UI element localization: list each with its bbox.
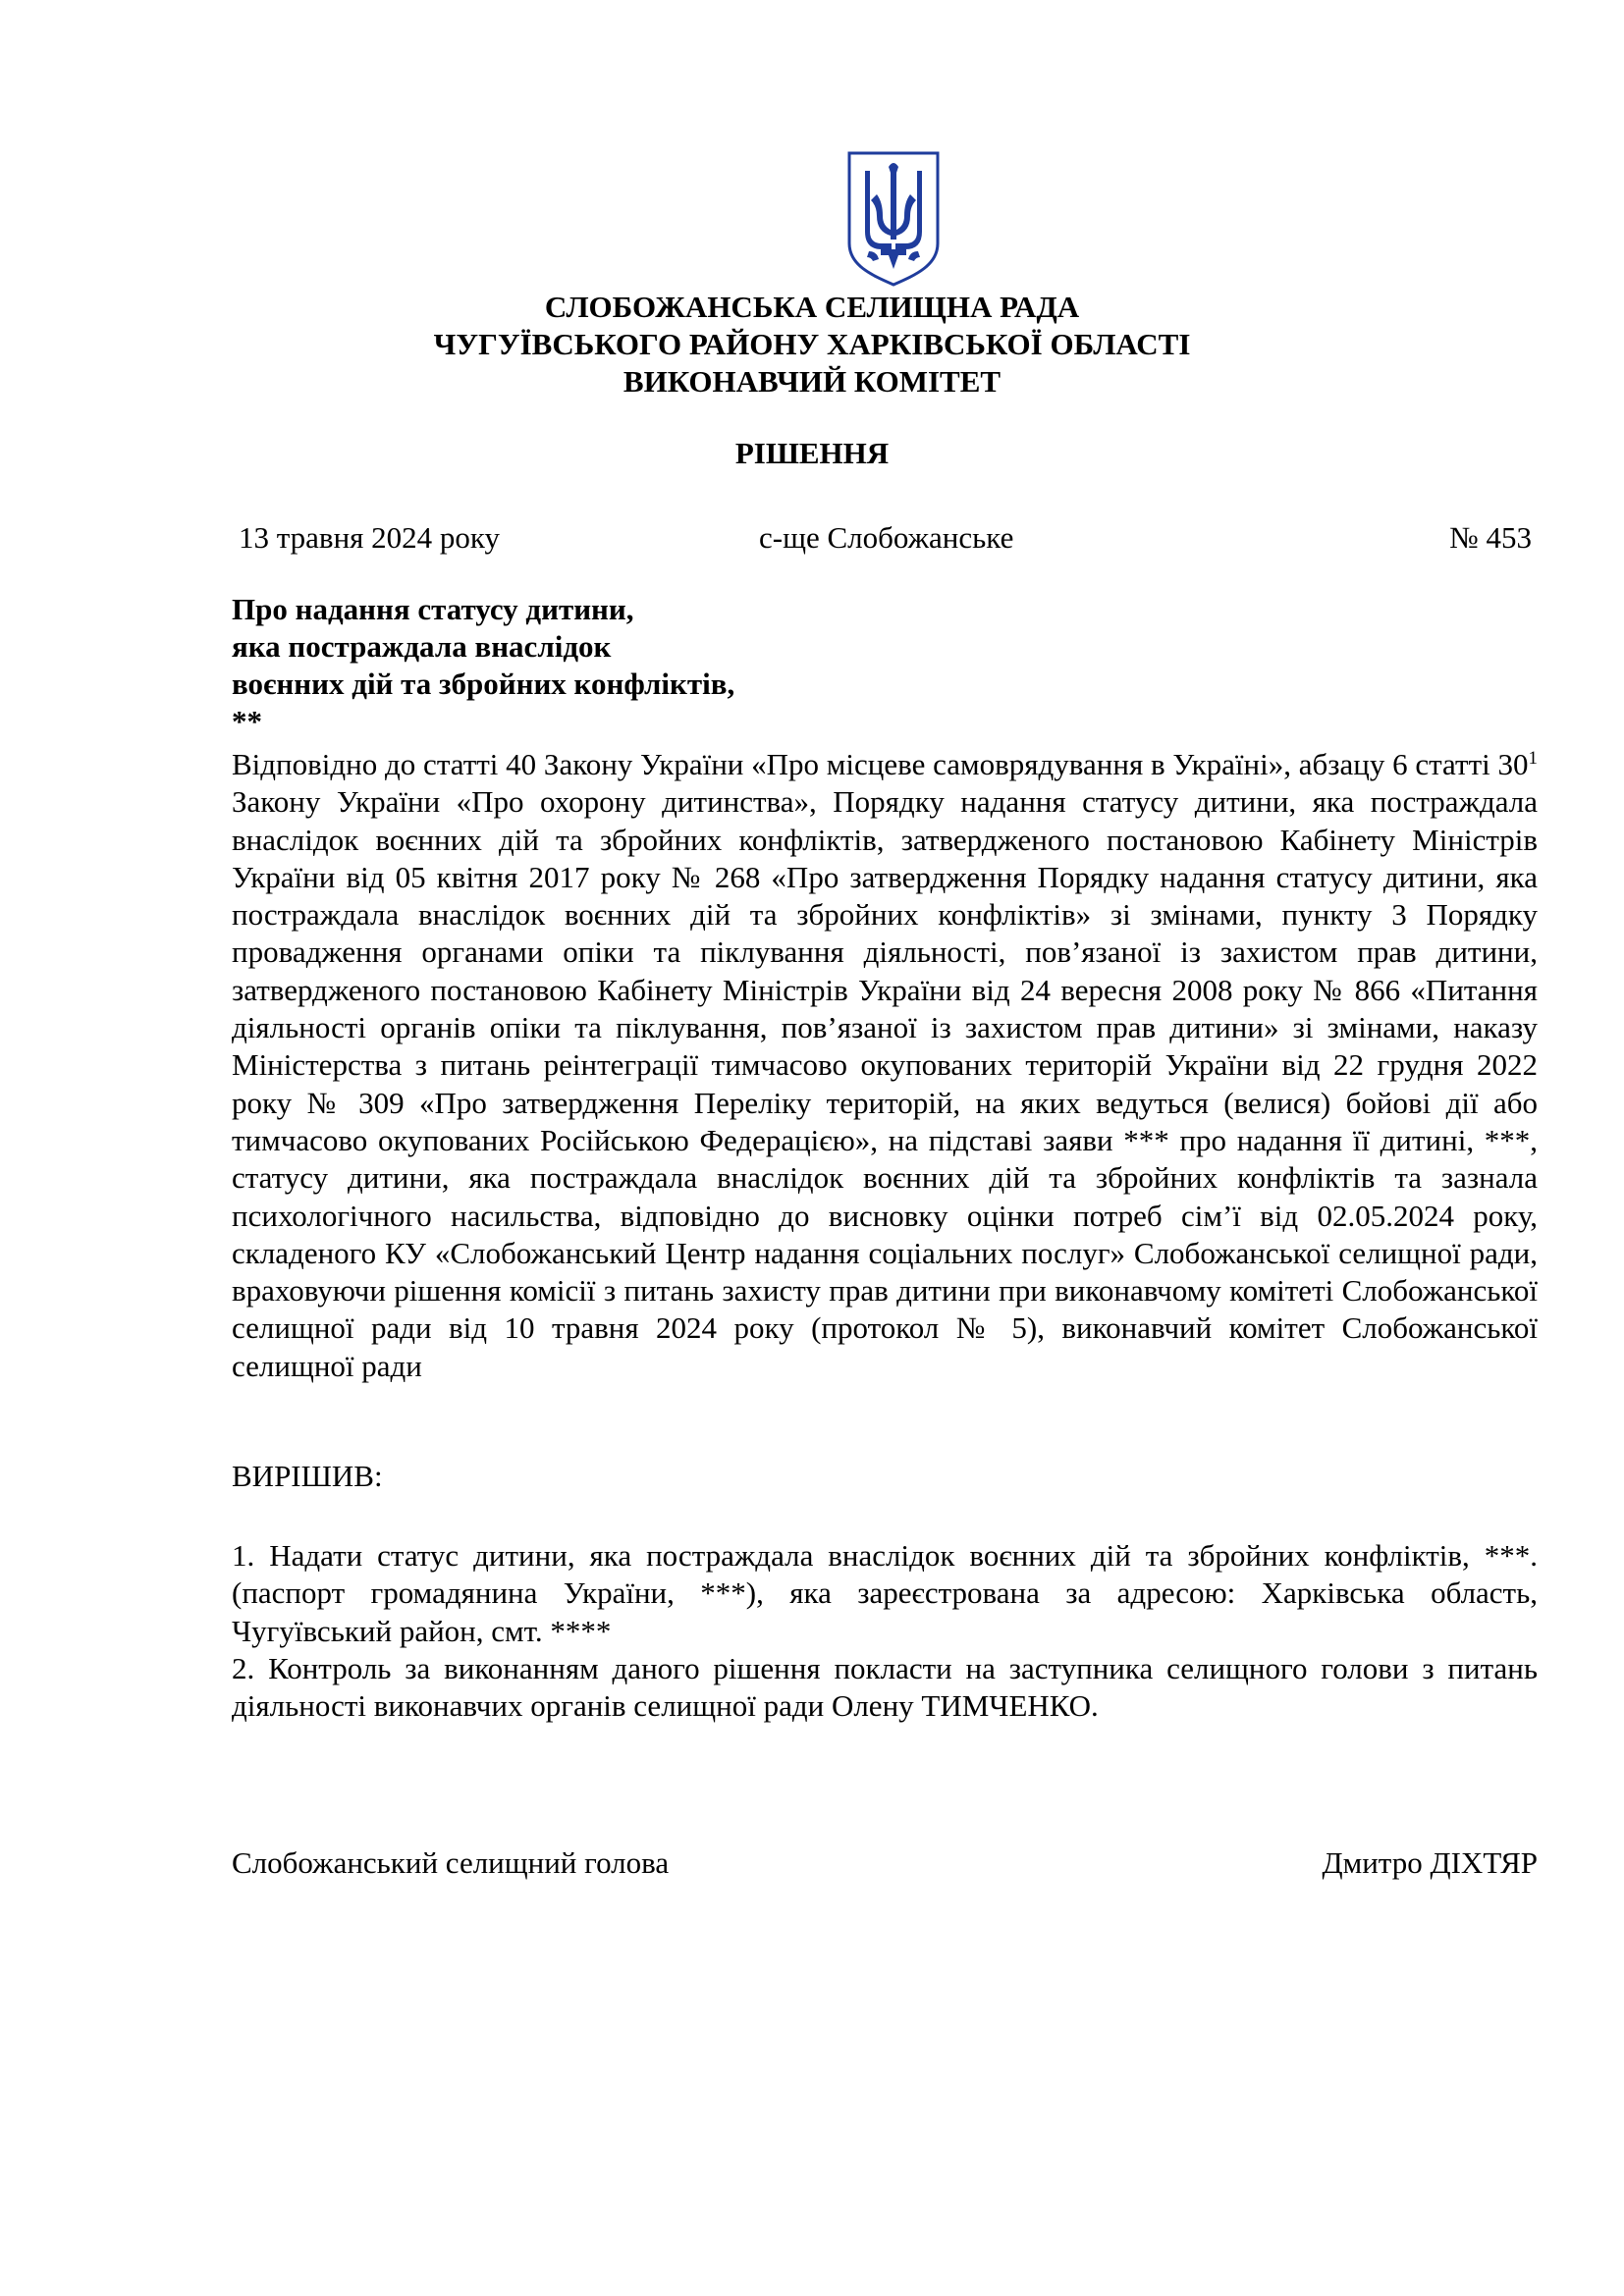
coat-of-arms-icon <box>845 149 942 289</box>
preamble-text-part: Закону України «Про охорону дитинства», Порядку надання статусу дитини, яка постраждала внаслідок воєнних дій та збройних конфліктів, затвердженого постановою Кабінету Міністрів України від 05 квітня 2017 року № 268 «Про затвердження Порядку надання статусу дитини, яка постраждала внаслідок воєнних дій та збройних конфліктів» зі змінами, пункту 3 Порядку провадження органами опіки та піклування діяльності, пов’язаної із захистом прав дитини, затвердженого постановою Кабінету Міністрів України від 24 вересня 2008 року № 866 «Питання діяльності органів опіки та піклування, пов’язаної із захистом прав дитини» зі змінами, наказу Міністерства з питань реінтеграції тимчасово окупованих територій України від 22 грудня 2022 року № 309 «Про затвердження Переліку територій, на яких ведуться (велися) бойові дії або тимчасово окупованих Російською Федерацією», на підставі заяви *** про надання її дитині, ***, статусу дитини, яка постраждала внаслідок воєнних дій та збройних конфліктів та зазнала психологічного насильства, відповідно до висновку оцінки потреб сім’ї від 02.05.2024 року, складеного КУ «Слобожанський Центр надання соціальних послуг» Слобожанської селищної ради, враховуючи рішення комісії з питань захисту прав дитини при виконавчому комітеті Слобожанської селищної ради від 10 травня 2024 року (протокол № 5), виконавчий комітет Слобожанської селищної ради <box>232 784 1538 1383</box>
preamble-paragraph <box>232 746 1538 1385</box>
signature-block <box>232 1845 1538 1885</box>
decision-subject <box>232 591 734 740</box>
subject-line: воєнних дій та збройних конфліктів, <box>232 667 735 701</box>
preamble-text-part: Відповідно до статті 40 Закону України «Про місцеве самоврядування в Україні», абзацу 6 статті 30 <box>232 747 1529 781</box>
decision-item: 1. Надати статус дитини, яка постраждала внаслідок воєнних дій та збройних конфліктів, ***. (паспорт громадянина України, ***), яка зареєстрована за адресою: Харківська область, Чугуївський район, смт. **** <box>232 1538 1538 1648</box>
decision-item: 2. Контроль за виконанням даного рішення покласти на заступника селищного голови з питань діяльності виконавчих органів селищної ради Олену ТИМЧЕНКО. <box>232 1650 1538 1724</box>
subject-line: ** <box>232 704 262 738</box>
signatory-name: Дмитро ДІХТЯР <box>1322 1845 1538 1880</box>
decided-label: ВИРІШИВ: <box>232 1459 383 1493</box>
header-line-committee: ВИКОНАВЧИЙ КОМІТЕТ <box>623 364 1001 399</box>
decision-list <box>232 1537 1538 1725</box>
header-line-district: ЧУГУЇВСЬКОГО РАЙОНУ ХАРКІВСЬКОЇ ОБЛАСТІ <box>433 327 1191 361</box>
document-meta <box>239 520 1532 560</box>
document-date: 13 травня 2024 року <box>239 520 501 555</box>
document-place: с-ще Слобожанське <box>759 520 1014 555</box>
signatory-position: Слобожанський селищний голова <box>232 1845 670 1880</box>
document-title: РІШЕННЯ <box>734 436 890 470</box>
header-line-council: СЛОБОЖАНСЬКА СЕЛИЩНА РАДА <box>544 290 1080 324</box>
subject-line: Про надання статусу дитини, <box>232 592 634 626</box>
organization-header <box>0 289 1624 400</box>
preamble-superscript: 1 <box>1528 748 1538 769</box>
document-number: № 453 <box>1449 520 1532 555</box>
subject-line: яка постраждала внаслідок <box>232 629 612 664</box>
